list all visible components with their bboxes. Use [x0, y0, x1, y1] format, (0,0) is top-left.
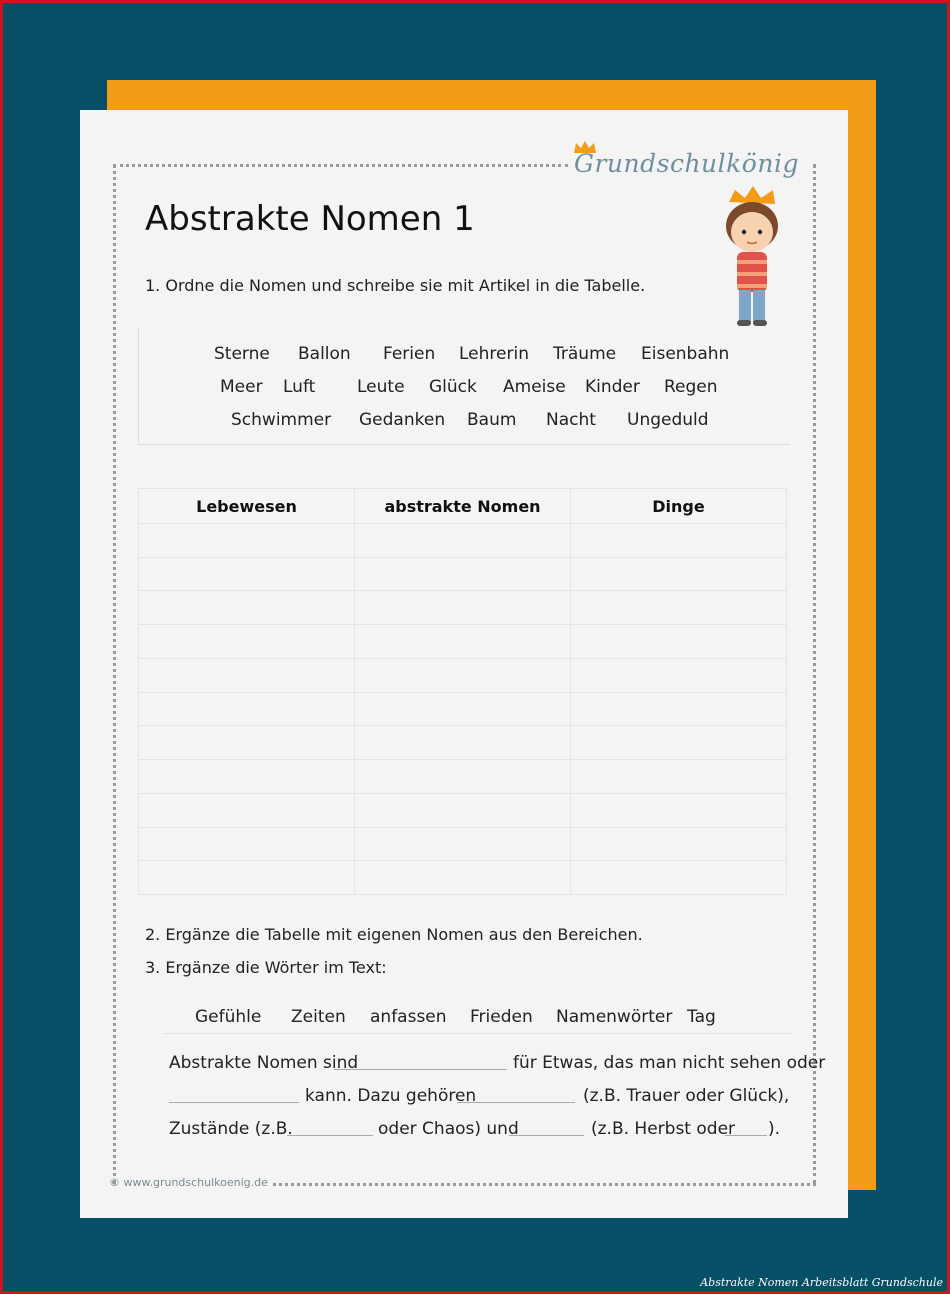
fill-word-item: Gefühle	[195, 1007, 262, 1027]
table-cell[interactable]	[571, 726, 787, 760]
page-title: Abstrakte Nomen 1	[145, 199, 475, 239]
word-bank-item: Eisenbahn	[641, 344, 730, 364]
table-cell[interactable]	[571, 861, 787, 895]
fill-word-item: Frieden	[470, 1007, 533, 1027]
cloze-blank[interactable]	[457, 1102, 575, 1103]
image-caption: Abstrakte Nomen Arbeitsblatt Grundschule	[700, 1276, 943, 1289]
word-bank-item: Regen	[664, 377, 718, 397]
table-cell[interactable]	[139, 591, 355, 625]
table-cell[interactable]	[571, 658, 787, 692]
table-cell[interactable]	[139, 793, 355, 827]
column-header-lebewesen: Lebewesen	[139, 489, 355, 524]
table-cell[interactable]	[355, 625, 571, 659]
table-cell[interactable]	[571, 625, 787, 659]
table-cell[interactable]	[355, 591, 571, 625]
sorting-table	[138, 488, 787, 895]
table-cell[interactable]	[355, 658, 571, 692]
cloze-blank[interactable]	[287, 1135, 373, 1136]
cloze-text: für Etwas, das man nicht sehen oder	[513, 1053, 826, 1073]
table-cell[interactable]	[139, 524, 355, 558]
word-bank-item: Luft	[283, 377, 316, 397]
task-2-instruction: 2. Ergänze die Tabelle mit eigenen Nomen aus den Bereichen.	[145, 925, 643, 944]
table-cell[interactable]	[139, 692, 355, 726]
table-cell[interactable]	[571, 692, 787, 726]
word-bank-item: Ungeduld	[627, 410, 709, 430]
cloze-text: Zustände (z.B.	[169, 1119, 293, 1139]
word-bank-item: Kinder	[585, 377, 640, 397]
fill-word-item: Zeiten	[291, 1007, 346, 1027]
table-cell[interactable]	[139, 625, 355, 659]
table-row	[139, 726, 787, 760]
column-header-abstrakte-nomen: abstrakte Nomen	[355, 489, 571, 524]
cloze-text: Abstrakte Nomen sind	[169, 1053, 359, 1073]
word-bank-item: Ferien	[383, 344, 436, 364]
word-bank-item: Ballon	[298, 344, 351, 364]
table-row	[139, 557, 787, 591]
table-row	[139, 524, 787, 558]
table-cell[interactable]	[355, 827, 571, 861]
word-bank-item: Glück	[429, 377, 477, 397]
table-row	[139, 827, 787, 861]
fill-word-item: Tag	[687, 1007, 716, 1027]
footer-url: © www.grundschulkoenig.de	[109, 1176, 268, 1189]
table-cell[interactable]	[139, 658, 355, 692]
table-cell[interactable]	[571, 524, 787, 558]
word-bank-item: Gedanken	[359, 410, 446, 430]
table-row	[139, 861, 787, 895]
cloze-text: oder Chaos) und	[378, 1119, 519, 1139]
table-cell[interactable]	[355, 861, 571, 895]
table-cell[interactable]	[355, 557, 571, 591]
table-cell[interactable]	[571, 557, 787, 591]
cloze-text: (z.B. Trauer oder Glück),	[583, 1086, 790, 1106]
column-header-dinge: Dinge	[571, 489, 787, 524]
word-bank-item: Sterne	[214, 344, 270, 364]
table-cell[interactable]	[139, 861, 355, 895]
table-row	[139, 591, 787, 625]
kid-with-crown-icon	[717, 186, 787, 328]
task-3-instruction: 3. Ergänze die Wörter im Text:	[145, 958, 387, 977]
cloze-blank[interactable]	[169, 1102, 299, 1103]
table-row	[139, 793, 787, 827]
table-cell[interactable]	[571, 793, 787, 827]
brand-logo-text: Grundschulkönig	[574, 149, 799, 178]
dotted-line-bottom	[273, 1183, 816, 1186]
cloze-blank[interactable]	[509, 1135, 584, 1136]
fill-word-item: Namenwörter	[556, 1007, 673, 1027]
table-cell[interactable]	[139, 557, 355, 591]
word-bank-item: Meer	[220, 377, 263, 397]
word-bank-item: Leute	[357, 377, 405, 397]
cloze-text: (z.B. Herbst oder	[591, 1119, 736, 1139]
table-cell[interactable]	[355, 692, 571, 726]
table-cell[interactable]	[571, 760, 787, 794]
word-bank-item: Lehrerin	[459, 344, 529, 364]
cloze-blank[interactable]	[725, 1135, 767, 1136]
task-1-instruction: 1. Ordne die Nomen und schreibe sie mit Artikel in die Tabelle.	[145, 276, 646, 295]
table-cell[interactable]	[571, 827, 787, 861]
table-cell[interactable]	[355, 726, 571, 760]
cloze-text: kann. Dazu gehören	[305, 1086, 477, 1106]
word-bank-item: Schwimmer	[231, 410, 332, 430]
word-bank-item: Ameise	[503, 377, 566, 397]
table-row	[139, 625, 787, 659]
table-cell[interactable]	[139, 726, 355, 760]
word-bank-item: Träume	[553, 344, 617, 364]
table-cell[interactable]	[355, 524, 571, 558]
table-cell[interactable]	[571, 591, 787, 625]
cloze-text: ).	[768, 1119, 781, 1139]
table-row	[139, 692, 787, 726]
fill-word-item: anfassen	[370, 1007, 447, 1027]
table-cell[interactable]	[139, 760, 355, 794]
table-row	[139, 760, 787, 794]
table-cell[interactable]	[139, 827, 355, 861]
table-row	[139, 658, 787, 692]
dotted-line-top	[113, 164, 568, 167]
word-bank-item: Nacht	[546, 410, 596, 430]
table-cell[interactable]	[355, 793, 571, 827]
cloze-blank[interactable]	[334, 1069, 507, 1070]
table-cell[interactable]	[355, 760, 571, 794]
word-bank-item: Baum	[467, 410, 517, 430]
table-header-row	[139, 489, 787, 524]
